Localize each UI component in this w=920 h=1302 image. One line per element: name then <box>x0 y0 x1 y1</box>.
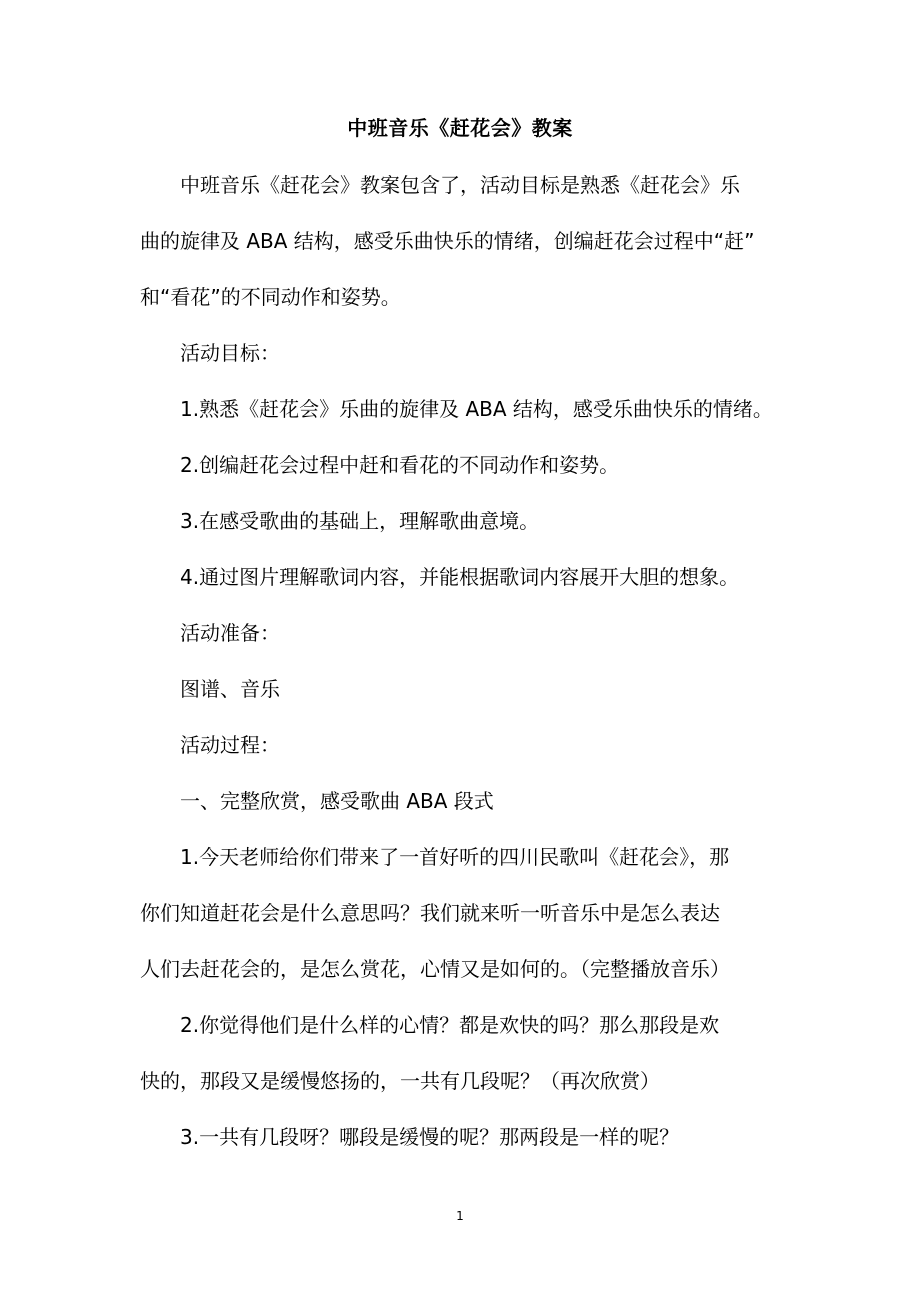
paragraph-line: 图谱、音乐 <box>140 677 280 701</box>
page-number: 1 <box>456 1209 464 1223</box>
list-item: 2.创编赶花会过程中赶和看花的不同动作和姿势。 <box>140 453 620 477</box>
list-item: 1.今天老师给你们带来了一首好听的四川民歌叫《赶花会》，那 <box>140 845 730 869</box>
section-heading: 活动准备： <box>140 621 280 645</box>
document-title: 中班音乐《赶花会》教案 <box>347 116 573 140</box>
section-heading: 活动目标： <box>140 341 280 365</box>
paragraph-line: 人们去赶花会的，是怎么赏花，心情又是如何的。（完整播放音乐） <box>140 957 730 981</box>
paragraph-line: 快的，那段又是缓慢悠扬的，一共有几段呢？（再次欣赏） <box>140 1069 660 1093</box>
list-item: 3.一共有几段呀？哪段是缓慢的呢？那两段是一样的呢？ <box>140 1125 680 1149</box>
paragraph-line: 曲的旋律及 ABA 结构，感受乐曲快乐的情绪，创编赶花会过程中“赶” <box>140 229 755 253</box>
paragraph-line: 你们知道赶花会是什么意思吗？我们就来听一听音乐中是怎么表达 <box>140 901 720 925</box>
list-item: 2.你觉得他们是什么样的心情？都是欢快的吗？那么那段是欢 <box>140 1013 720 1037</box>
list-item: 4.通过图片理解歌词内容，并能根据歌词内容展开大胆的想象。 <box>140 565 740 589</box>
paragraph-line: 和“看花”的不同动作和姿势。 <box>140 285 401 309</box>
paragraph-line: 中班音乐《赶花会》教案包含了，活动目标是熟悉《赶花会》乐 <box>140 173 740 197</box>
list-item: 1.熟悉《赶花会》乐曲的旋律及 ABA 结构，感受乐曲快乐的情绪。 <box>140 397 773 421</box>
subsection-heading: 一、完整欣赏，感受歌曲 ABA 段式 <box>140 789 494 813</box>
list-item: 3.在感受歌曲的基础上，理解歌曲意境。 <box>140 509 540 533</box>
section-heading: 活动过程： <box>140 733 280 757</box>
